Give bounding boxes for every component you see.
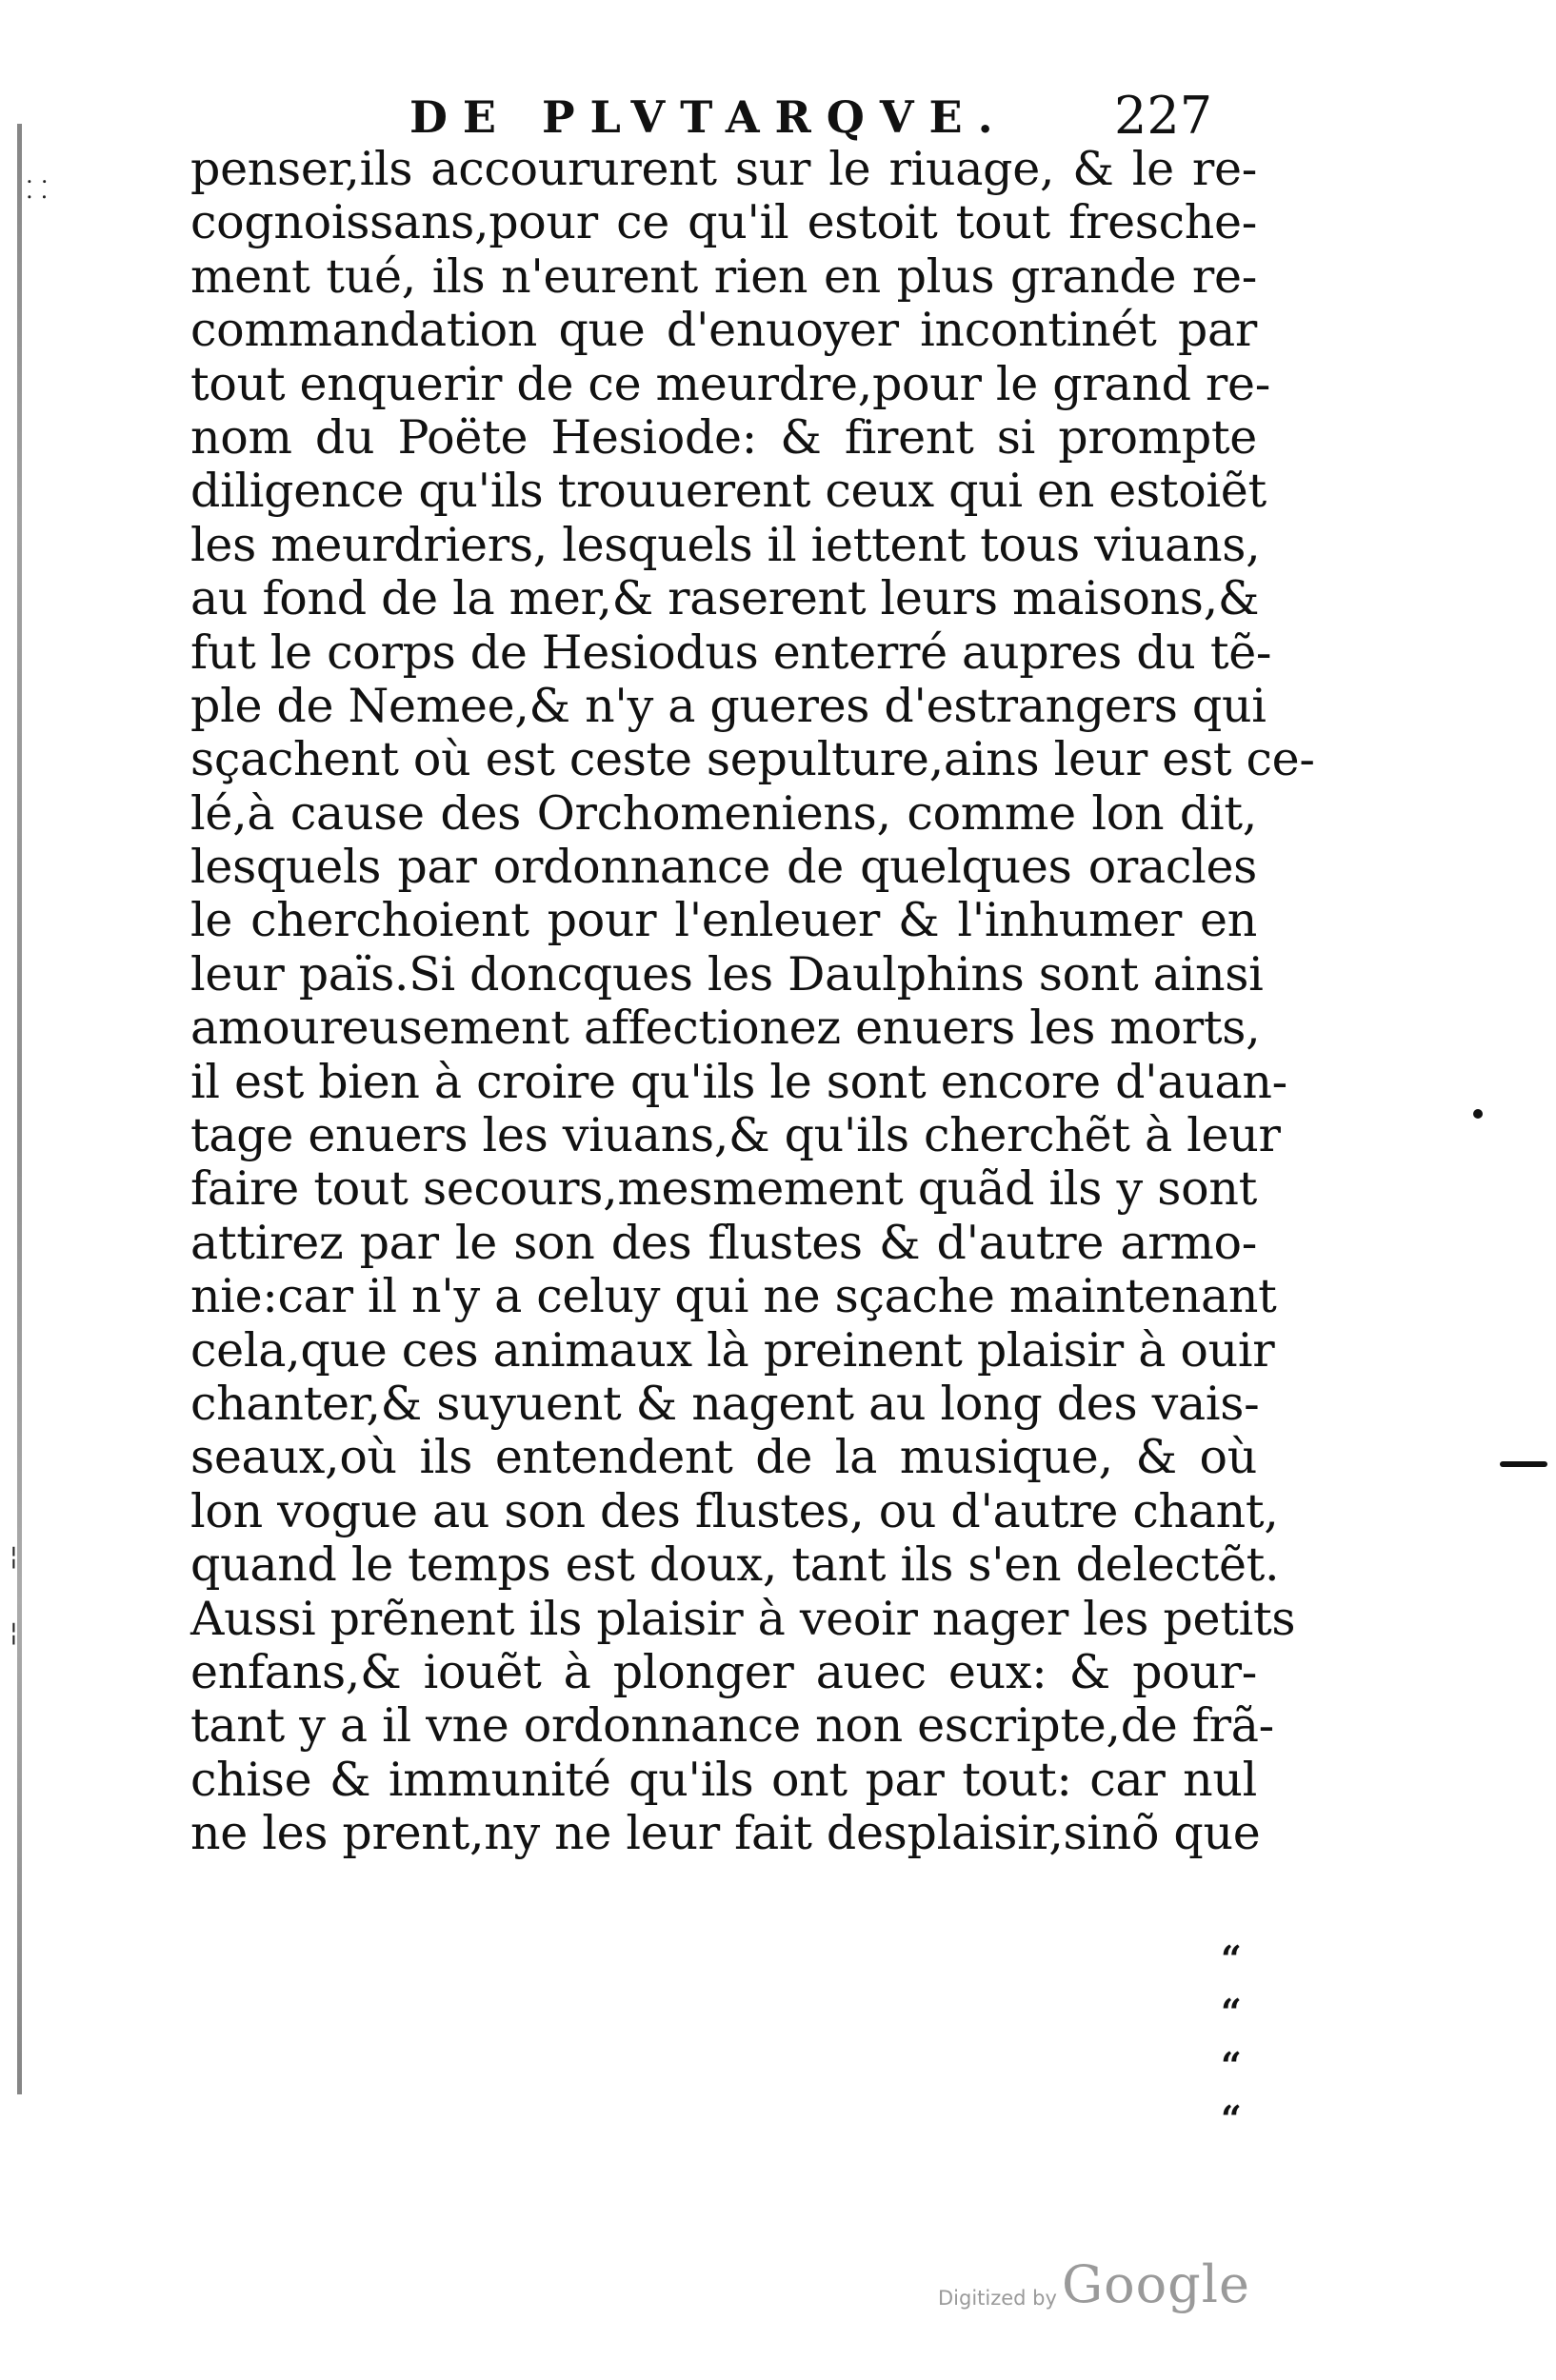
text-line: tage enuers les viuans,& qu'ils cherchẽt à leur	[190, 1108, 1281, 1163]
text-line: lon vogue au son des flustes, ou d'autre chant,	[190, 1483, 1279, 1538]
page-edge-mark: ⸬	[27, 176, 48, 205]
text-line: les meurdriers, lesquels il iettent tous viuans,	[190, 517, 1261, 572]
text-line: cognoissans,pour ce qu'il estoit tout fresche-	[190, 195, 1257, 250]
text-line: lé,à cause des Orchomeniens, comme lon dit,	[190, 785, 1257, 841]
margin-quote: “	[1221, 1937, 1242, 1980]
google-logo: Google	[1062, 2254, 1250, 2314]
text-line: il est bien à croire qu'ils le sont encore d'auan-	[190, 1054, 1287, 1109]
text-line: ment tué, ils n'eurent rien en plus grande re-	[190, 248, 1257, 304]
text-line: attirez par le son des flustes & d'autre armo-	[190, 1215, 1257, 1270]
page-edge-shadow	[17, 124, 22, 2094]
margin-quotation-marks	[1221, 1933, 1259, 2146]
text-line: leur païs.Si doncques les Daulphins sont ainsi	[190, 946, 1264, 1002]
text-line: diligence qu'ils trouuerent ceux qui en estoiẽt	[190, 464, 1267, 519]
page-number: 227	[1114, 86, 1213, 146]
text-line: quand le temps est doux, tant ils s'en delectẽt.	[190, 1537, 1280, 1593]
text-line: tout enquerir de ce meurdre,pour le grand re-	[190, 356, 1271, 411]
margin-quote: “	[1221, 2097, 1242, 2140]
text-line: amoureusement affectionez enuers les morts,	[190, 1001, 1261, 1056]
page-edge-mark: ¦	[10, 1618, 18, 1647]
text-line: au fond de la mer,& raserent leurs maisons,&	[190, 571, 1260, 626]
digitized-by-label: Digitized by	[938, 2287, 1057, 2310]
text-line: chanter,& suyuent & nagent au long des vais-	[190, 1376, 1260, 1431]
margin-dash	[1500, 1461, 1547, 1467]
text-line: le cherchoient pour l'enleuer & l'inhumer en	[190, 893, 1257, 948]
digitized-watermark	[938, 2254, 1250, 2330]
text-line: fut le corps de Hesiodus enterré aupres du tẽ-	[190, 625, 1272, 680]
page-edge-mark: ¦	[10, 1542, 18, 1571]
text-line: ne les prent,ny ne leur fait desplaisir,sinõ que	[190, 1806, 1261, 1861]
text-line: cela,que ces animaux là preinent plaisir à ouir	[190, 1322, 1275, 1378]
text-line: tant y a il vne ordonnance non escripte,de frã-	[190, 1698, 1274, 1754]
text-line: ple de Nemee,& n'y a gueres d'estrangers qui	[190, 678, 1267, 733]
text-line: seaux,où ils entendent de la musique, & où	[190, 1430, 1257, 1485]
margin-quote: “	[1221, 2044, 1242, 2087]
text-line: nie:car il n'y a celuy qui ne sçache maintenant	[190, 1269, 1277, 1324]
text-line: lesquels par ordonnance de quelques oracles	[190, 840, 1257, 895]
text-line: chise & immunité qu'ils ont par tout: car nul	[190, 1752, 1257, 1807]
ink-spot	[1473, 1109, 1483, 1119]
margin-quote: “	[1221, 1991, 1242, 2033]
text-line: nom du Poëte Hesiode: & firent si prompte	[190, 409, 1257, 465]
body-text	[190, 142, 1315, 1861]
text-line: commandation que d'enuoyer incontinét par	[190, 303, 1257, 358]
text-line: Aussi prẽnent ils plaisir à veoir nager les petits	[190, 1591, 1296, 1646]
running-title: DE PLVTARQVE.	[409, 91, 1008, 143]
text-line: enfans,& iouẽt à plonger auec eux: & pour-	[190, 1644, 1257, 1699]
text-line: sçachent où est ceste sepulture,ains leur est ce-	[190, 732, 1315, 787]
text-line: penser,ils accoururent sur le riuage, & le re-	[190, 142, 1257, 196]
text-line: faire tout secours,mesmement quãd ils y sont	[190, 1161, 1257, 1217]
